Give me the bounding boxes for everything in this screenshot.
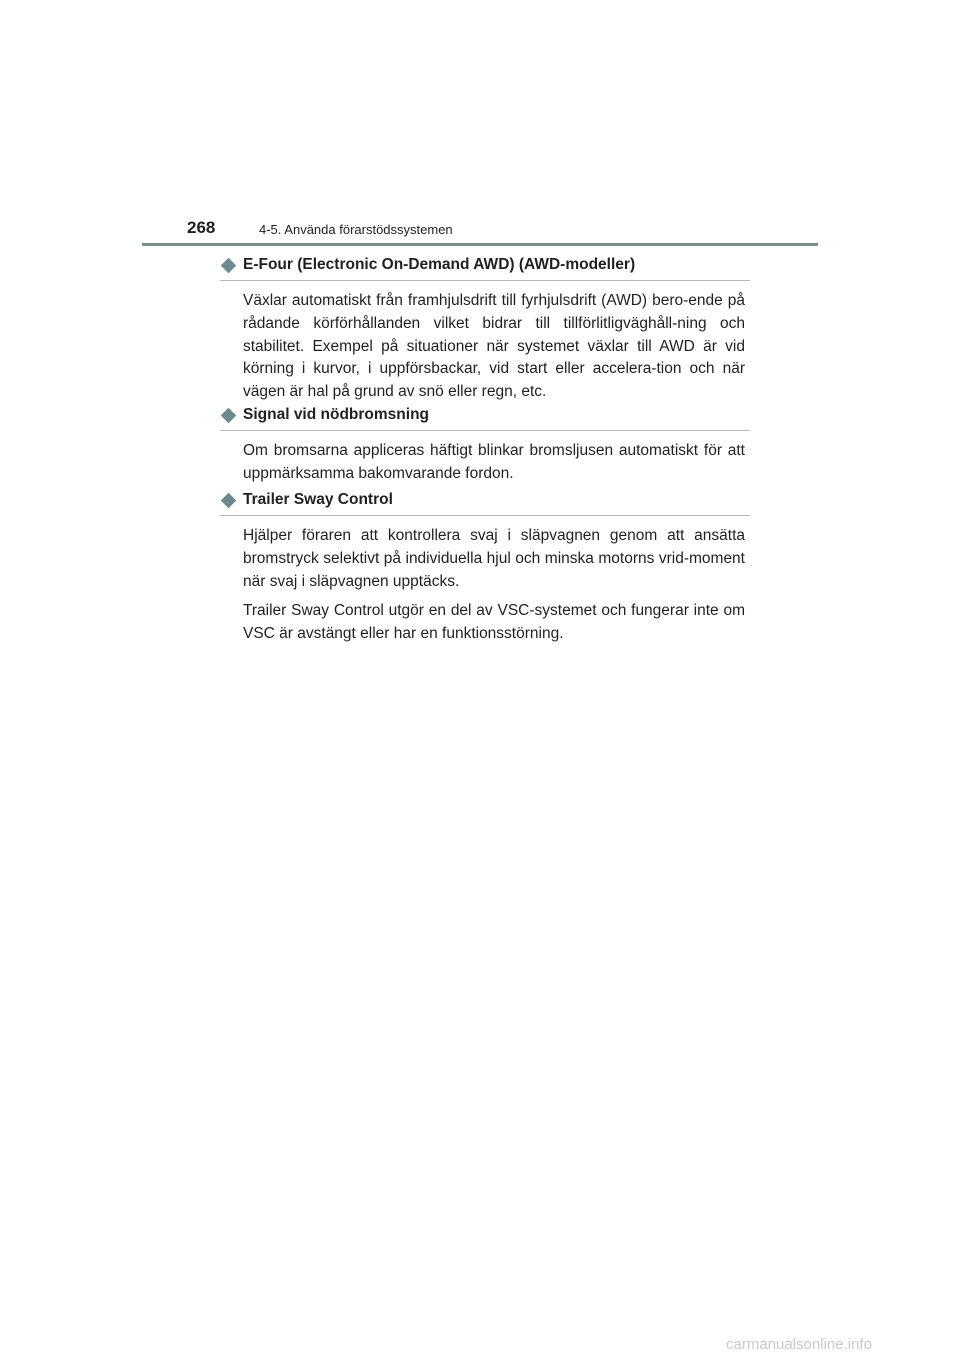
section-emergency-brake-signal [220, 404, 750, 486]
section-paragraph: Trailer Sway Control utgör en del av VSC-systemet och fungerar inte om VSC är avstängt eller har en funktionsstörning. [243, 602, 745, 643]
watermark-link[interactable]: carmanualsonline.info [726, 1336, 872, 1353]
section-heading [220, 489, 750, 516]
section-title: E-Four (Electronic On-Demand AWD) (AWD-modeller) [243, 256, 636, 273]
page-header [142, 212, 818, 248]
section-title: Trailer Sway Control [243, 491, 393, 508]
section-heading [220, 254, 750, 281]
diamond-bullet-icon [221, 408, 237, 424]
page-number: 268 [187, 218, 216, 237]
section-paragraph: Om bromsarna appliceras häftigt blinkar bromsljusen automatiskt för att uppmärksamma bakomvarande fordon. [243, 442, 745, 482]
section-e-four [220, 254, 750, 404]
diamond-bullet-icon [221, 258, 237, 274]
chapter-title: 4-5. Använda förarstödssystemen [259, 222, 453, 237]
section-trailer-sway-control [220, 489, 750, 646]
section-paragraph: Växlar automatiskt från framhjulsdrift till fyrhjulsdrift (AWD) bero-ende på rådande körförhållanden vilket bidrar till tillförlitligväghåll-ning och stabilitet. Exempel på situationer när systemet växlar till AWD är vid körning i kurvor, i uppförsbackar, vid start eller accelera-tion och när vägen är hal på grund av snö eller regn, etc. [243, 292, 745, 401]
section-paragraph: Hjälper föraren att kontrollera svaj i släpvagnen genom att ansätta bromstryck selektivt på individuella hjul och minska motorns vrid-moment när svaj i släpvagnen upptäcks. [243, 527, 745, 590]
section-heading [220, 404, 750, 431]
section-title: Signal vid nödbromsning [243, 406, 429, 423]
header-rule [142, 243, 818, 246]
diamond-bullet-icon [221, 493, 237, 509]
